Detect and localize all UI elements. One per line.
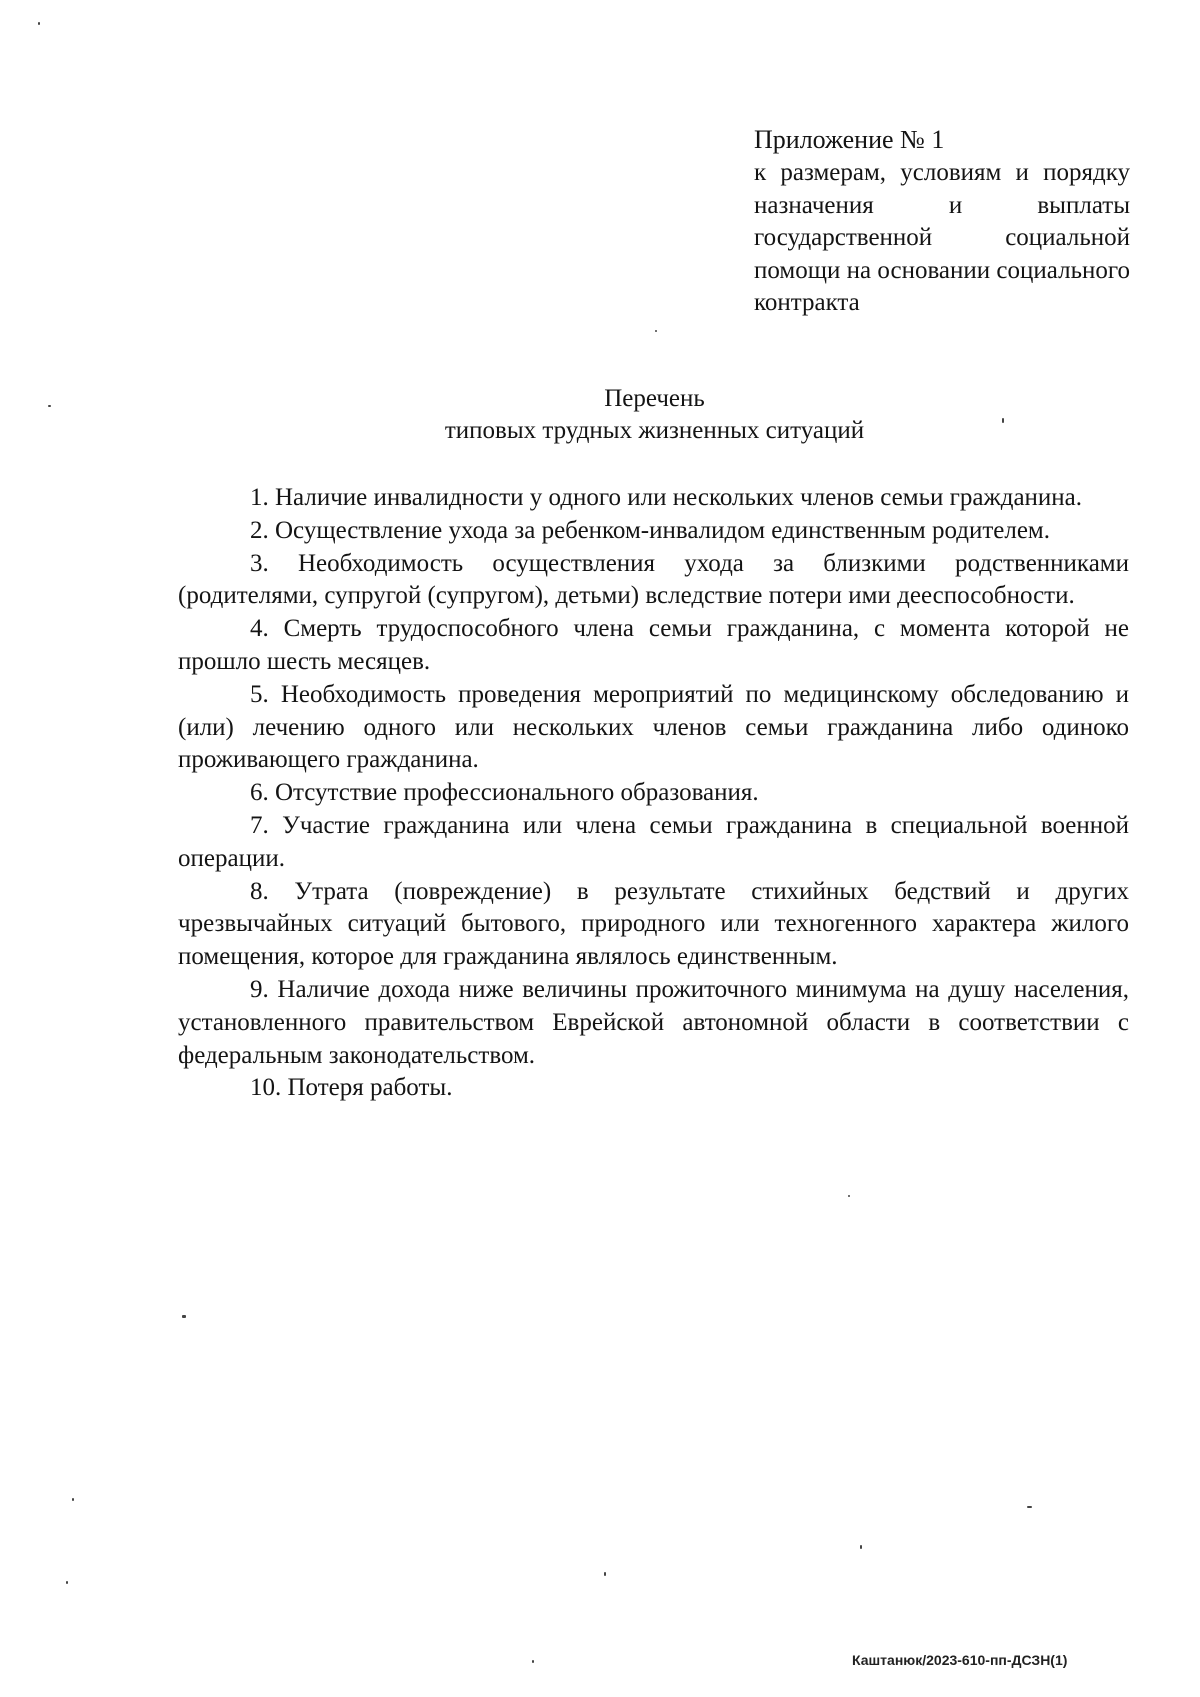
appendix-title: Приложение № 1 [754,125,945,154]
appendix-block [754,123,1130,320]
list-item: 9. Наличие дохода ниже величины прожиточного минимума на душу населения, установленного правительством Еврейской автономной области в соответствии с федеральным законодательством. [178,975,1129,1069]
scan-speck [860,1545,862,1549]
list-item: 1. Наличие инвалидности у одного или нескольких членов семьи гражданина. [250,484,1083,511]
list-item: 10. Потеря работы. [250,1074,453,1102]
list-item: 6. Отсутствие профессионального образования. [250,779,759,807]
list-item: 5. Необходимость проведения мероприятий по медицинскому обследованию и (или) лечению одного или нескольких членов семьи гражданина либо одиноко проживающего гражданина. [178,680,1129,774]
list-item: 7. Участие гражданина или члена семьи гражданина в специальной военной операции. [178,811,1129,872]
scan-speck [38,22,40,25]
scan-speck [655,330,657,332]
scan-speck [1027,1506,1032,1508]
list-item: 4. Смерть трудоспособного члена семьи гражданина, с момента которой не прошло шесть месяцев. [178,615,1129,675]
scan-speck [1002,418,1004,423]
scan-speck [66,1581,68,1584]
list-item: 3. Необходимость осуществления ухода за близкими родственниками (родителями, супругой (супругом), детьми) вследствие потери ими дееспособности. [178,549,1129,610]
scan-speck [532,1660,534,1663]
scan-speck [72,1498,74,1501]
list-subtitle: типовых трудных жизненных ситуаций [444,417,865,444]
scan-speck [48,405,51,407]
list-item: 8. Утрата (повреждение) в результате стихийных бедствий и других чрезвычайных ситуаций бытового, природного или техногенного характера жилого помещения, которое для гражданина являлось единственным. [178,877,1129,971]
scan-speck [848,1195,850,1197]
list-item: 2. Осуществление ухода за ребенком-инвалидом единственным родителем. [250,516,1050,544]
scan-speck [604,1572,606,1576]
appendix-reference: к размерам, условиям и порядку назначения и выплаты государственной социальной помощи на основании социального контракта [754,159,1130,317]
situations-list [178,482,1129,1105]
scan-speck [182,1315,186,1318]
list-title: Перечень [604,385,705,412]
document-code: Каштанюк/2023-610-пп-ДСЗН(1) [852,1652,1068,1668]
